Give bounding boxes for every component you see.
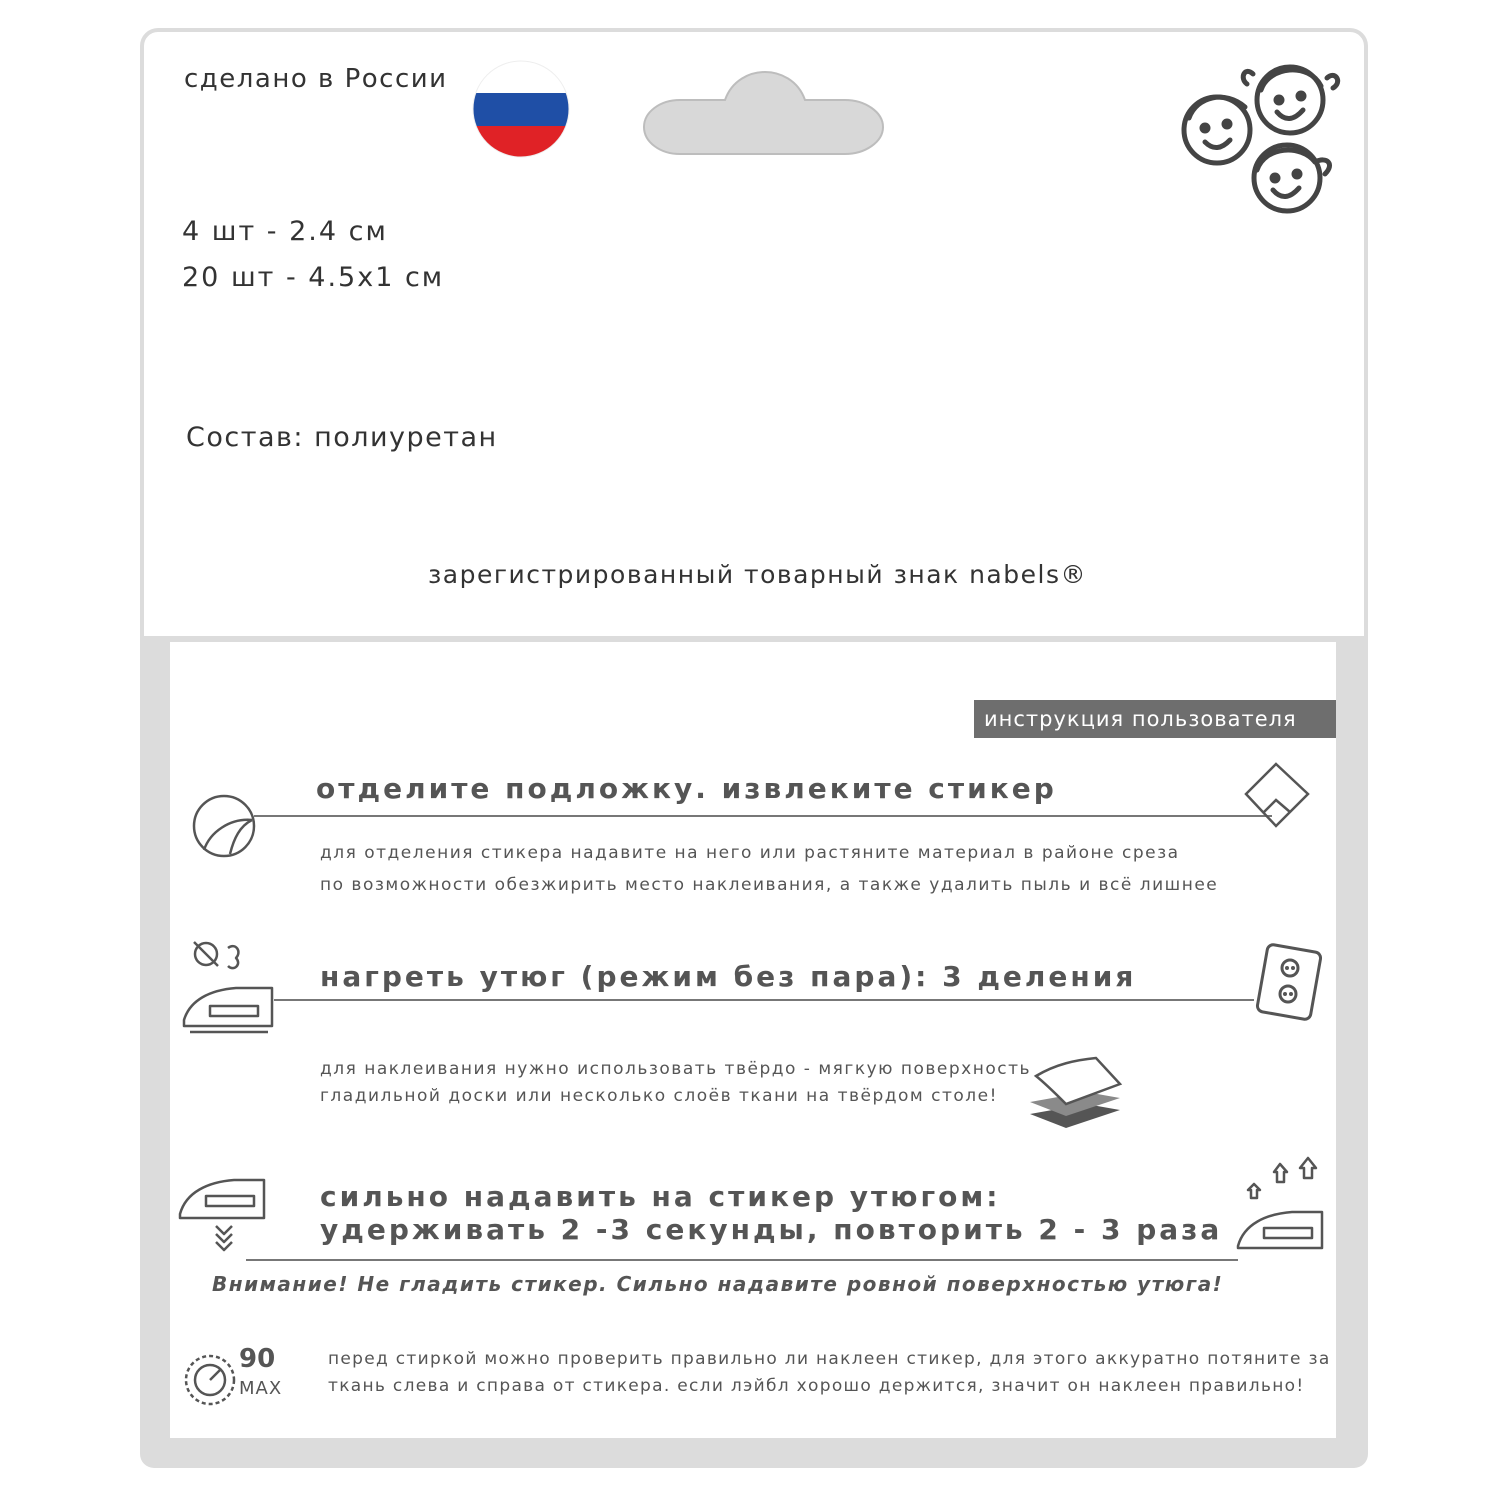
hang-tab-icon [640,70,890,160]
step1-title: отделите подложку. извлеките стикер [316,772,1057,805]
quantity-line-2: 20 шт - 4.5x1 см [182,262,445,293]
step1-text-1: для отделения стикера надавите на него или растяните материал в районе среза [320,843,1180,863]
wash-text-2: ткань слева и справа от стикера. если лэйбл хорошо держится, значит он наклеен правильно! [328,1376,1305,1396]
warning-text: Внимание! Не гладить стикер. Сильно надавите ровной поверхностью утюга! [212,1272,1224,1296]
wash-temp-value: 90 [239,1344,276,1374]
step2-text-1: для наклеивания нужно использовать твёрдо - мягкую поверхность [320,1059,1031,1079]
russia-flag-icon [471,59,571,159]
step1-text-2: по возможности обезжирить место наклеивания, а также удалить пыль и всё лишнее [320,875,1219,895]
step1-divider [254,815,1272,817]
wash-temp-max: MAX [239,1378,283,1399]
iron-lift-icon [1234,1154,1334,1254]
quantity-line-1: 4 шт - 2.4 см [182,216,388,247]
composition-text: Состав: полиуретан [186,422,498,453]
socket-icon [1252,942,1322,1022]
step3-title-1: сильно надавить на стикер утюгом: [320,1180,1001,1213]
step2-divider [274,999,1254,1001]
step3-title-2: удерживать 2 -3 секунды, повторить 2 - 3 раза [320,1213,1223,1246]
iron-press-icon [176,1160,271,1260]
instructions-panel [170,642,1336,1438]
wash-temperature-icon [182,1352,238,1408]
step3-divider [246,1259,1238,1261]
fabric-layers-icon [1026,1054,1126,1134]
peel-sticker-icon [190,792,260,862]
trademark-text: зарегистрированный товарный знак nabels® [428,560,1087,589]
iron-no-steam-icon [180,936,280,1046]
kids-faces-logo [1175,52,1350,222]
step2-text-2: гладильной доски или несколько слоёв ткани на твёрдом столе! [320,1086,998,1106]
wash-text-1: перед стиркой можно проверить правильно ли наклеен стикер, для этого аккуратно потяните за [328,1349,1331,1369]
sticker-corner-icon [1242,760,1312,830]
made-in-text: сделано в России [184,64,448,94]
step2-title: нагреть утюг (режим без пара): 3 деления [320,960,1137,993]
instructions-badge: инструкция пользователя [974,700,1336,738]
